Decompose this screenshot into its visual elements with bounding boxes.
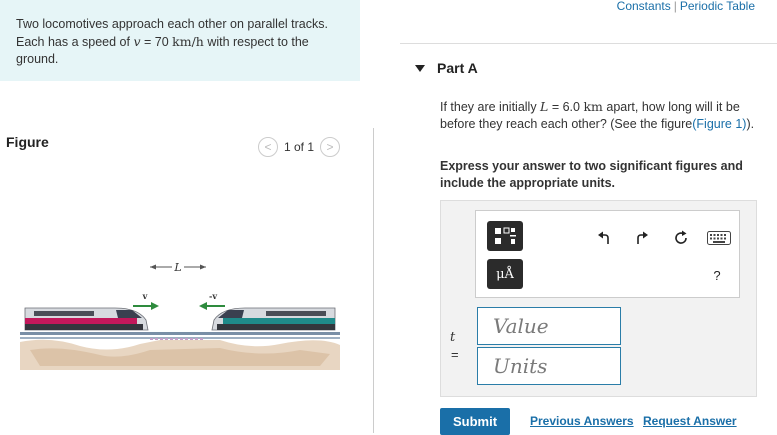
rails — [20, 332, 340, 339]
speed-variable: v — [133, 34, 141, 49]
reset-icon[interactable] — [670, 227, 692, 249]
part-title: Part A — [437, 60, 478, 76]
distance-label: L — [174, 261, 182, 274]
next-figure-button[interactable]: > — [320, 137, 340, 157]
request-answer-link[interactable]: Request Answer — [643, 414, 737, 428]
figure-link[interactable]: (Figure 1) — [692, 117, 747, 131]
problem-line-2 — [16, 33, 350, 51]
distance-marker — [150, 261, 206, 274]
undo-icon[interactable] — [593, 227, 615, 249]
speed-value: = 70 — [140, 35, 173, 49]
panel-divider — [373, 128, 374, 433]
question-part: apart, how long will it be before they reach each other? (See the figure — [440, 100, 740, 131]
problem-line-1: Two locomotives approach each other on parallel tracks. — [16, 17, 328, 31]
submit-button[interactable]: Submit — [440, 408, 510, 435]
right-train — [212, 308, 335, 330]
distance-variable: L — [540, 99, 549, 114]
collapse-caret-icon[interactable] — [415, 65, 425, 72]
header-links — [617, 0, 755, 13]
link-separator: | — [673, 0, 677, 13]
units-field[interactable]: Units — [477, 347, 621, 385]
value-field[interactable]: Value — [477, 307, 621, 345]
constants-link[interactable]: Constants — [616, 0, 671, 13]
question-part: = 6.0 — [548, 100, 584, 114]
left-velocity-label: v — [142, 291, 148, 301]
question-part: If they are initially — [440, 100, 541, 114]
templates-icon — [493, 226, 517, 246]
figure-page-count: 1 of 1 — [284, 140, 315, 154]
keyboard-icon[interactable] — [706, 227, 732, 249]
math-toolbar — [475, 210, 740, 298]
redo-icon[interactable] — [631, 227, 653, 249]
answer-variable: t — [450, 330, 456, 345]
problem-text: Each has a speed of — [16, 35, 134, 49]
figure-pager — [258, 137, 340, 157]
part-divider — [400, 43, 777, 44]
equals-sign: = — [451, 347, 459, 362]
help-button[interactable]: ? — [713, 267, 721, 283]
problem-line-3: ground. — [16, 52, 59, 66]
prev-figure-button[interactable]: < — [258, 137, 278, 157]
locomotives-figure — [20, 250, 360, 370]
distance-unit: km — [583, 99, 603, 114]
figure-heading: Figure — [6, 134, 49, 150]
question-part: ). — [746, 117, 755, 131]
previous-answers-link[interactable]: Previous Answers — [530, 414, 634, 428]
left-train — [25, 308, 148, 330]
problem-text: with respect to the — [203, 35, 309, 49]
question-text — [440, 98, 765, 133]
units-button[interactable]: μÅ — [487, 259, 523, 289]
answer-instructions: Express your answer to two significant figures and include the appropriate units. — [440, 159, 743, 190]
velocity-arrows — [133, 291, 225, 310]
problem-statement — [0, 0, 360, 81]
templates-button[interactable] — [487, 221, 523, 251]
right-velocity-label: -v — [209, 291, 217, 301]
periodic-table-link[interactable]: Periodic Table — [679, 0, 755, 13]
ground — [20, 340, 340, 370]
part-a-header[interactable] — [415, 60, 478, 76]
speed-unit: km/h — [172, 34, 204, 49]
